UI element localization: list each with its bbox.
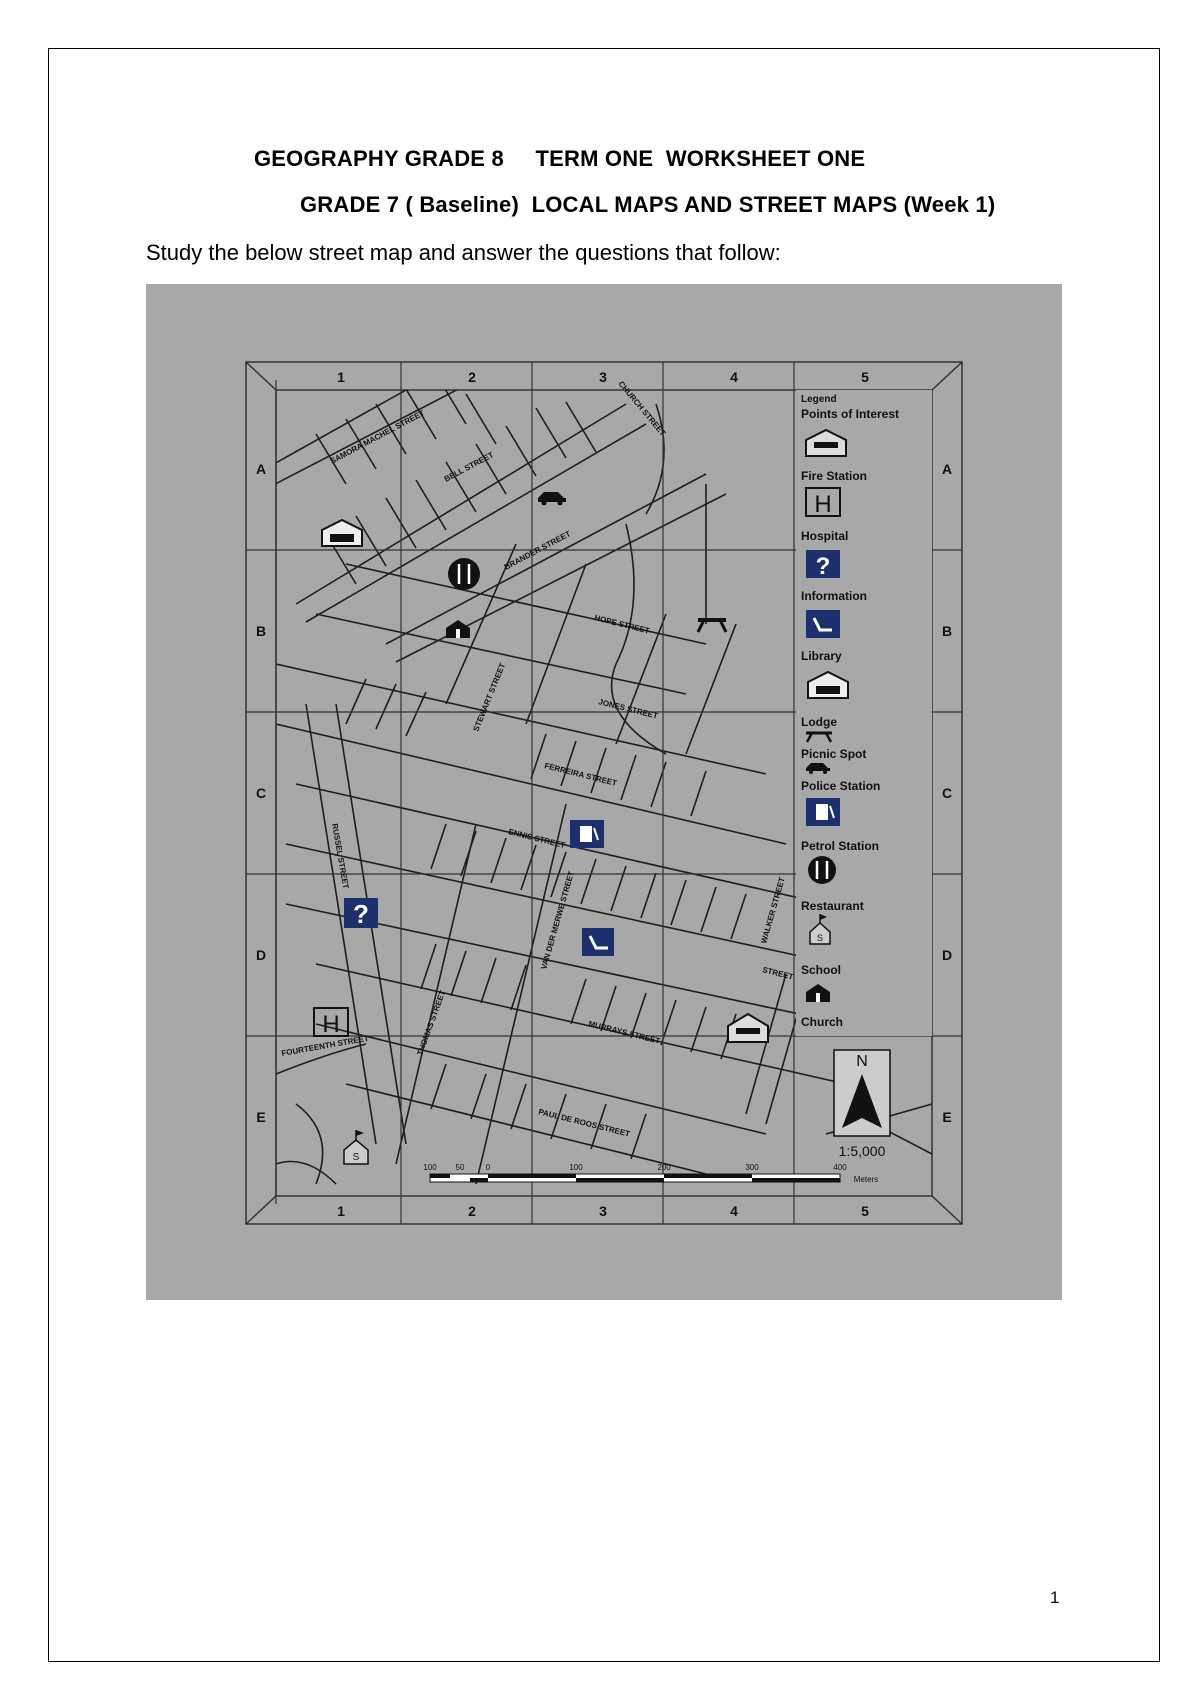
row-label-c-right: C <box>941 785 953 801</box>
street-label-walker: WALKER STREET <box>759 876 787 945</box>
street-label-hope: HOPE STREET <box>593 613 651 636</box>
street-map <box>146 284 1062 1300</box>
row-label-b-right: B <box>941 623 953 639</box>
legend-label-picnic-spot: Picnic Spot <box>801 747 867 761</box>
scale-tick-label: 300 <box>745 1163 759 1172</box>
library-reading-icon <box>582 928 614 956</box>
column-label-3-top: 3 <box>599 369 607 385</box>
street-label-russel: RUSSEL STREET <box>330 822 351 890</box>
svg-text:S: S <box>816 933 824 943</box>
hospital-icon <box>314 1008 348 1038</box>
column-label-1-bottom: 1 <box>337 1203 345 1219</box>
legend-title: Legend <box>801 394 837 405</box>
street-label-short: STREET <box>761 965 795 982</box>
scale-tick-label: 50 <box>455 1163 465 1172</box>
street-label-paul-de-roos: PAUL DE ROOS STREET <box>537 1107 631 1139</box>
north-arrow <box>834 1050 890 1136</box>
column-label-5-bottom: 5 <box>861 1203 869 1219</box>
street-label-ennis: ENNIS STREET <box>507 827 567 851</box>
legend-label-library: Library <box>801 649 842 663</box>
scale-tick-label: 0 <box>485 1163 491 1172</box>
street-label-bell: BELL STREET <box>442 450 496 484</box>
street-label-murrays: MURRAYS STREET <box>587 1019 662 1046</box>
street-map-panel <box>146 284 1062 1300</box>
petrol-station-icon <box>570 820 604 848</box>
school-icon <box>344 1130 368 1164</box>
scale-tick-label: 100 <box>569 1163 583 1172</box>
legend-label-school: School <box>801 963 842 977</box>
library-icon <box>806 610 840 638</box>
police-station-icon <box>538 492 566 506</box>
scale-tick-label: 400 <box>833 1163 847 1172</box>
street-label-church: CHURCH STREET <box>616 379 668 438</box>
legend-label-restaurant: Restaurant <box>801 899 864 913</box>
row-label-e-left: E <box>256 1109 266 1125</box>
legend-label-information: Information <box>801 589 867 603</box>
street-label-thomas: THOMAS STREET <box>415 989 448 1057</box>
svg-text:?: ? <box>815 553 831 580</box>
page-number: 1 <box>1050 1588 1060 1607</box>
street-label-samora-machel: SAMORA MACHEL STREET <box>328 408 426 466</box>
row-label-a-right: A <box>941 461 953 477</box>
scale-unit: Meters <box>853 1175 879 1184</box>
svg-text:H: H <box>814 491 832 518</box>
instruction-text: Study the below street map and answer the questions that follow: <box>146 240 781 265</box>
column-label-2-bottom: 2 <box>468 1203 476 1219</box>
scale-bar <box>423 1163 878 1184</box>
scale-tick-label: 100 <box>423 1163 437 1172</box>
restaurant-icon <box>448 558 480 590</box>
street-label-fourteenth: FOURTEENTH STREET <box>280 1033 370 1058</box>
street-label-van-der-merwe: VAN DER MERWE STREET <box>539 870 577 971</box>
street-label-ferreira: FERREIRA STREET <box>543 761 618 788</box>
legend-label-fire-station: Fire Station <box>801 469 868 483</box>
street-label-jones: JONES STREET <box>597 697 659 721</box>
column-label-4-top: 4 <box>730 369 738 385</box>
worksheet-subtitle: GRADE 7 ( Baseline) LOCAL MAPS AND STREET MAPS (Week 1) <box>300 192 996 217</box>
north-label: N <box>856 1053 868 1070</box>
legend-subtitle: Points of Interest <box>801 407 900 421</box>
legend-label-church: Church <box>801 1015 843 1029</box>
row-label-e-right: E <box>942 1109 952 1125</box>
restaurant-icon <box>808 856 836 884</box>
street-label-stewart: STEWART STREET <box>471 661 508 733</box>
svg-text:H: H <box>322 1011 340 1038</box>
row-label-d-right: D <box>941 947 953 963</box>
petrol-station-icon <box>806 798 840 826</box>
worksheet-title: GEOGRAPHY GRADE 8 TERM ONE WORKSHEET ONE <box>254 146 866 171</box>
column-label-2-top: 2 <box>468 369 476 385</box>
legend-label-hospital: Hospital <box>801 529 849 543</box>
column-label-5-top: 5 <box>861 369 869 385</box>
row-label-c-left: C <box>255 785 267 801</box>
svg-text:?: ? <box>353 899 369 929</box>
row-label-d-left: D <box>255 947 267 963</box>
row-label-a-left: A <box>255 461 267 477</box>
information-icon <box>344 898 378 929</box>
svg-text:S: S <box>352 1152 360 1163</box>
column-label-4-bottom: 4 <box>730 1203 738 1219</box>
map-legend <box>796 390 932 1036</box>
scale-ratio: 1:5,000 <box>838 1143 886 1159</box>
row-label-b-left: B <box>255 623 267 639</box>
library-icon <box>322 520 362 546</box>
legend-label-lodge: Lodge <box>801 715 837 729</box>
information-icon <box>806 550 840 580</box>
scale-tick-label: 200 <box>657 1163 671 1172</box>
column-label-3-bottom: 3 <box>599 1203 607 1219</box>
legend-label-police-station: Police Station <box>801 779 881 793</box>
legend-label-petrol-station: Petrol Station <box>801 839 880 853</box>
picnic-spot-icon <box>698 620 726 632</box>
street-label-brander: BRANDER STREET <box>502 529 573 572</box>
church-icon <box>446 620 470 638</box>
column-label-1-top: 1 <box>337 369 345 385</box>
